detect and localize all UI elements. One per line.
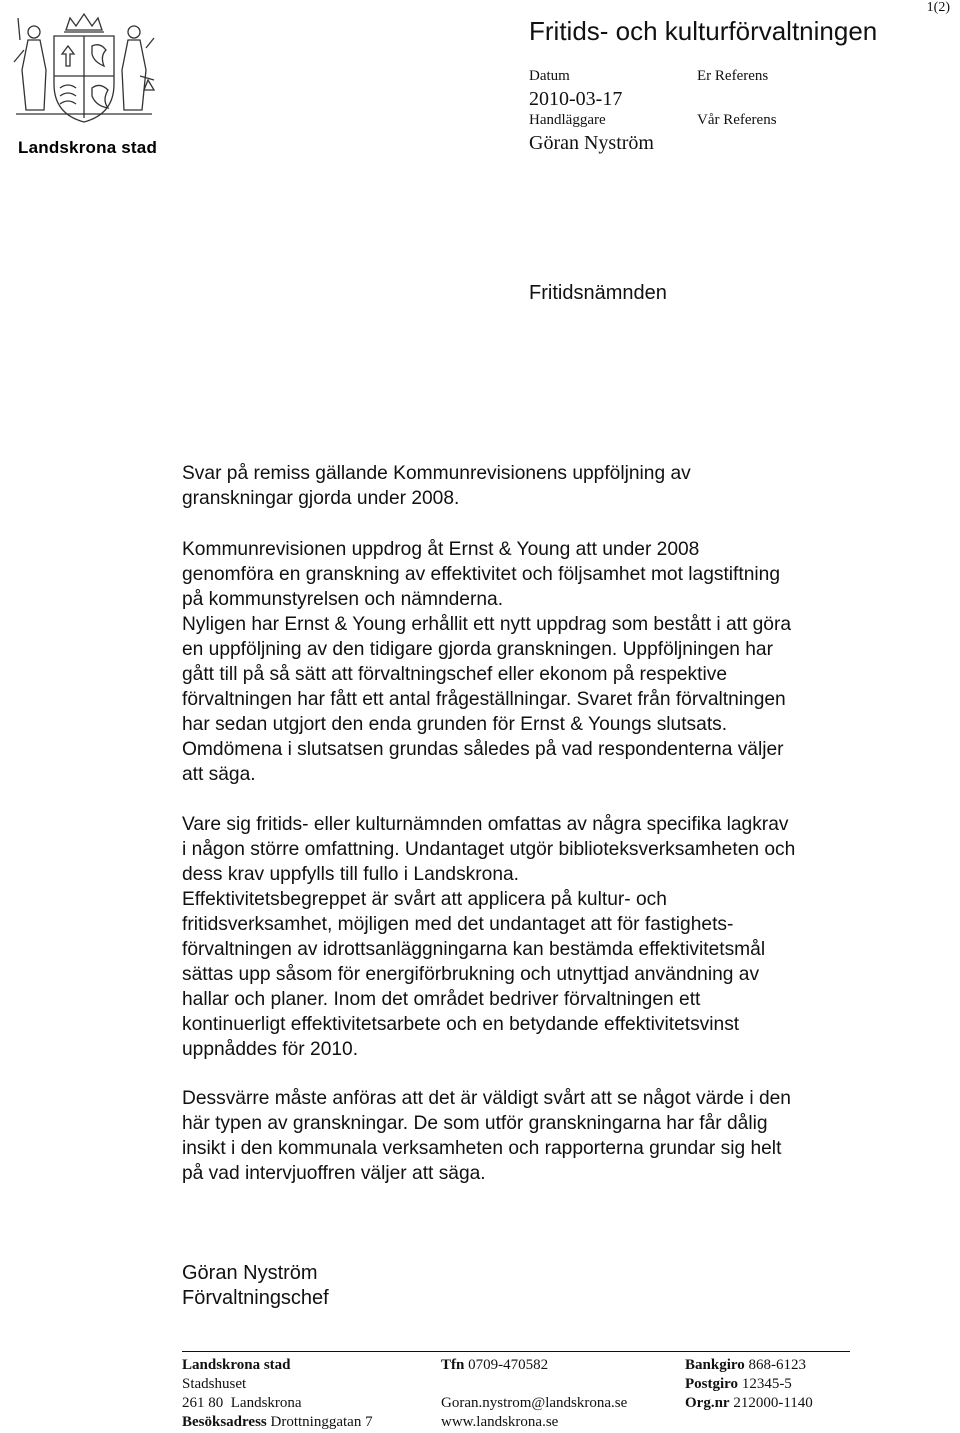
paragraph-3: Dessvärre måste anföras att det är väldigt svårt att se något värde i den här typen av granskningar. De som utför granskningarna har får dålig insikt i den kommunala verksamheten och rapporterna grundar sig helt på vad intervjuoffren väljer att säga.: [182, 1088, 791, 1184]
handler-label: Handläggare: [529, 112, 606, 128]
coat-of-arms-icon: [8, 10, 160, 130]
signature-name: Göran Nyström: [182, 1262, 318, 1284]
footer-phone-value: 0709-470582: [468, 1357, 549, 1373]
your-reference-label: Er Referens: [697, 68, 769, 84]
footer-phone-label: Tfn: [441, 1357, 465, 1373]
footer-visit-value: Drottninggatan 7: [270, 1414, 373, 1430]
paragraph-1: Kommunrevisionen uppdrog åt Ernst & Young att under 2008 genomföra en granskning av effektivitet och följsamhet mot lagstiftning på kommunstyrelsen och nämnderna. Nyligen har Ernst & Young erhållit ett nytt uppdrag som bestått i att göra en uppföljning av den tidigare gjorda granskningen. Uppföljningen har gått till på så sätt att förvaltningschef eller ekonom på respektive förvaltningen har fått ett antal frågeställningar. Svaret från förvaltningen har sedan utgjort den enda grunden för Ernst & Youngs slutsats. Omdömena i slutsatsen grundas således på vad respondenterna väljer att säga.: [182, 539, 792, 785]
department-title: Fritids- och kulturförvaltningen: [529, 16, 878, 46]
footer-divider: [182, 1351, 850, 1352]
subject: Svar på remiss gällande Kommunrevisionens uppföljning av granskningar gjorda under 2008.: [182, 463, 691, 509]
footer-orgnr-value: 212000-1140: [733, 1395, 813, 1411]
footer-postal-address: 261 80 Landskrona: [182, 1395, 302, 1411]
date-label: Datum: [529, 68, 570, 84]
footer-column-address: [182, 1356, 373, 1432]
date-value: 2010-03-17: [529, 88, 623, 110]
our-reference-label: Vår Referens: [697, 112, 777, 128]
footer-org-name: Landskrona stad: [182, 1357, 291, 1373]
recipient: Fritidsnämnden: [529, 282, 667, 304]
footer-email-link[interactable]: Goran.nystrom@landskrona.se: [441, 1395, 628, 1411]
page-number: 1(2): [926, 0, 950, 15]
logo-text: Landskrona stad: [18, 138, 158, 157]
footer-bankgiro-label: Bankgiro: [685, 1357, 745, 1373]
footer-postgiro-value: 12345-5: [741, 1376, 792, 1392]
footer-postgiro-label: Postgiro: [685, 1376, 739, 1392]
signature-title: Förvaltningschef: [182, 1287, 329, 1309]
footer-bankgiro-value: 868-6123: [748, 1357, 806, 1373]
footer-column-contact: [441, 1356, 627, 1432]
coat-of-arms-logo: [8, 10, 160, 158]
footer-column-finance: [685, 1356, 813, 1413]
handler-value: Göran Nyström: [529, 132, 654, 154]
paragraph-2: Vare sig fritids- eller kulturnämnden omfattas av några specifika lagkrav i någon större omfattning. Undantaget utgör biblioteksverksamheten och dess krav uppfylls till fullo i Landskrona. Effektivitetsbegreppet är svårt att applicera på kultur- och fritidsverksamhet, möjligen med det undantaget att för fastighets- förvaltningen av idrottsanläggningarna kan bestämda effektivitetsmål sättas upp såsom för energiförbrukning och utnyttjad användning av hallar och planer. Inom det området bedriver förvaltningen ett kontinuerligt effektivitetsarbete och en betydande effektivitetsvinst uppnåddes för 2010.: [182, 814, 796, 1060]
footer-website-link[interactable]: www.landskrona.se: [441, 1414, 559, 1430]
footer-orgnr-label: Org.nr: [685, 1395, 730, 1411]
footer-visit-label: Besöksadress: [182, 1414, 267, 1430]
footer-building: Stadshuset: [182, 1376, 247, 1392]
